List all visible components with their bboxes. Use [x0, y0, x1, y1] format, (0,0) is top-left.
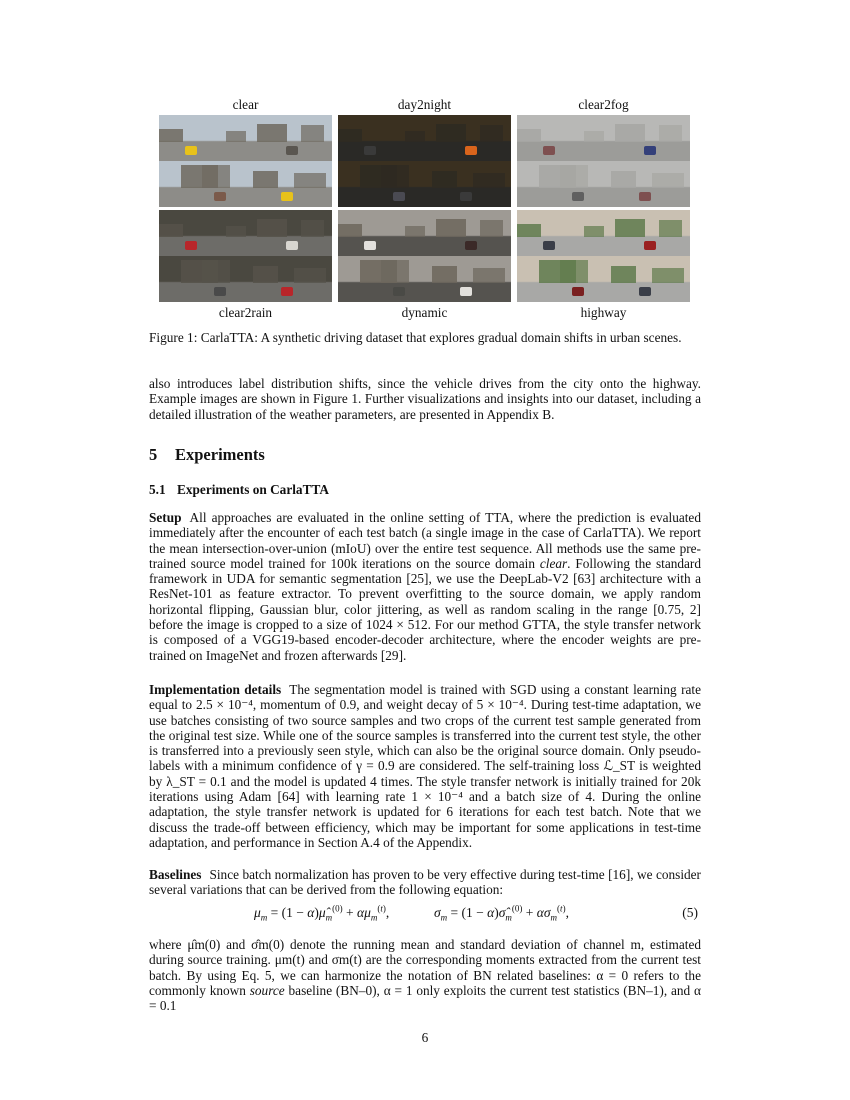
- label-clear2rain: clear2rain: [218, 305, 273, 320]
- image-clear2fog: [517, 115, 690, 207]
- baselines-text: Since batch normalization has proven to be very effective during test-time [16], we consider several variations that can be derived from the following equation:: [149, 867, 701, 898]
- scene-tile: [517, 256, 604, 302]
- implementation-paragraph: [149, 682, 701, 850]
- scene-tile: [246, 210, 333, 256]
- section-heading: [149, 445, 265, 465]
- scene-tile: [159, 115, 246, 161]
- label-dynamic: dynamic: [401, 305, 448, 320]
- scene-tile: [604, 210, 691, 256]
- equation-5: [149, 905, 701, 927]
- baselines-after-text-cont: baseline (BN–0), α = 1 only exploits the current test statistics (BN–1), and α = 0.1: [149, 982, 701, 1014]
- scene-tile: [425, 256, 512, 302]
- page-number: 6: [421, 1030, 429, 1045]
- scene-tile: [246, 256, 333, 302]
- scene-tile: [425, 161, 512, 207]
- baselines-after-text: where μ̂m(0) and σ̂m(0) denote the running mean and standard deviation of channel m, estimated during source training. μm(t) and σm(t) are the corresponding moments extracted from the current test batch. By using Eq. 5, we can harmonize the notation of BN related baselines: α = 0 refers to the commonly known: [149, 937, 701, 998]
- subsection-title: Experiments on CarlaTTA: [177, 482, 329, 497]
- equation-number: (5): [682, 905, 698, 920]
- subsection-heading: [149, 482, 329, 498]
- setup-paragraph: [149, 510, 701, 663]
- baselines-paragraph: [149, 867, 701, 898]
- scene-tile: [517, 210, 604, 256]
- label-clear2fog: clear2fog: [578, 97, 629, 112]
- scene-tile: [338, 256, 425, 302]
- equation-mu: $\mu_m = (1$ − $\alpha)\mû_m^{(0)} + \alpha\mu_m^{(t)}$,: [254, 903, 390, 923]
- baselines-heading: Baselines: [149, 867, 202, 882]
- scene-tile: [338, 210, 425, 256]
- intro-paragraph: also introduces label distribution shifts, since the vehicle drives from the city onto the highway. Example images are shown in Figure 1. Further visualizations and insights into our dataset, including a detailed illustration of the weather parameters, are presented in Appendix B.: [149, 376, 701, 422]
- scene-tile: [246, 115, 333, 161]
- scene-tile: [338, 115, 425, 161]
- label-clear: clear: [232, 97, 259, 112]
- implementation-heading: Implementation details: [149, 682, 282, 697]
- scene-tile: [159, 256, 246, 302]
- setup-heading: Setup: [149, 510, 182, 525]
- scene-tile: [338, 161, 425, 207]
- image-clear: [159, 115, 332, 207]
- label-day2night: day2night: [397, 97, 452, 112]
- setup-text: All approaches are evaluated in the online setting of TTA, where the prediction is evaluated immediately after the encounter of each test batch (a single image in the case of CarlaTTA). We report the mean intersection-over-union (mIoU) over the entire test sequence. All methods use the same pre-trained source model trained for 100k iterations on the source domain: [149, 510, 701, 571]
- scene-tile: [517, 115, 604, 161]
- scene-tile: [604, 256, 691, 302]
- scene-tile: [159, 210, 246, 256]
- baselines-italic: source: [249, 982, 285, 998]
- image-dynamic: [338, 210, 511, 302]
- scene-tile: [425, 115, 512, 161]
- image-day2night: [338, 115, 511, 207]
- scene-tile: [246, 161, 333, 207]
- setup-italic: clear: [539, 555, 568, 571]
- image-highway: [517, 210, 690, 302]
- scene-tile: [604, 115, 691, 161]
- scene-tile: [517, 161, 604, 207]
- section-number: 5: [149, 445, 158, 464]
- scene-tile: [604, 161, 691, 207]
- figure-caption: Figure 1: CarlaTTA: A synthetic driving dataset that explores gradual domain shifts in urban scenes.: [149, 330, 682, 345]
- image-clear2rain: [159, 210, 332, 302]
- section-title: Experiments: [175, 445, 265, 464]
- subsection-number: 5.1: [149, 482, 166, 497]
- implementation-text: The segmentation model is trained with SGD using a constant learning rate equal to 2.5 × 10⁻⁴, momentum of 0.9, and weight decay of 5 × 10⁻⁴. During test-time adaptation, we use batches consisting of two source samples and two crops of the current test sample generated from the original test size. While one of the source samples is transferred into the current test style, the other is transferred into a previously seen style, which can also be the original source domain. Only pseudo-labels with a minimum confidence of γ = 0.9 are considered. The self-training loss ℒ_ST is weighted by λ_ST = 0.1 and the model is updated 4 times. The style transfer network is initially trained for 20k iterations using Adam [64] with learning rate 1 × 10⁻⁴ and a batch size of 4. During the online adaptation, the style transfer network is updated for 6 iterations for each test batch. Note that we discuss the trade-off between efficiency, which may be important for some applications in test-time adaptation, and performance in Section A.4 of the Appendix.: [149, 682, 701, 850]
- scene-tile: [159, 161, 246, 207]
- baselines-continuation: [149, 937, 701, 1013]
- scene-tile: [425, 210, 512, 256]
- label-highway: highway: [580, 305, 627, 320]
- setup-text-cont: . Following the standard framework in UDA for semantic segmentation [25], we use the DeepLab-V2 [63] architecture with a ResNet-101 as feature extractor. To prevent overfitting to the source domain, we apply random horizontal flipping, Gaussian blur, color jittering, as well as random scaling in the range [0.75, 2] before the image is cropped to a size of 1024 × 512. For our method GTTA, the style transfer network is composed of a VGG19-based encoder-decoder architecture, where the encoder weights are pre-trained on ImageNet and frozen afterwards [29].: [149, 555, 702, 663]
- equation-sigma: $\sigma_m = (1$ − $\alpha)\sigmâ_m^{(0)} + \alpha\sigma_m^{(t)}$,: [434, 903, 569, 923]
